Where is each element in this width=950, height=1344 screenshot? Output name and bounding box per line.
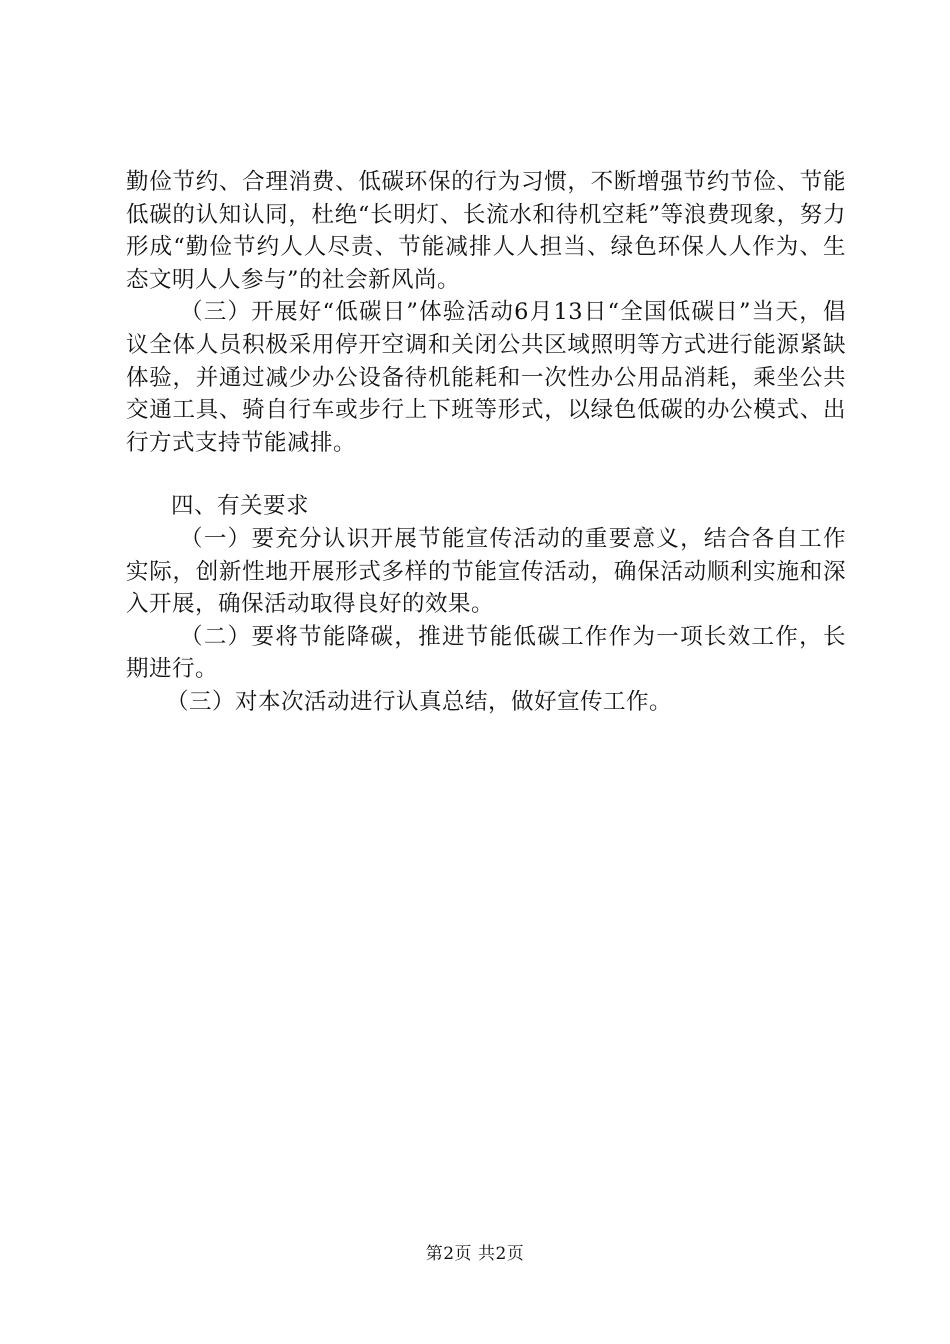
document-body [126, 166, 846, 719]
section-heading-requirements: 四、有关要求 [171, 493, 310, 520]
paragraph-requirement-2: （二）要将节能降碳，推进节能低碳工作作为一项长效工作，长期进行。 [126, 623, 846, 683]
paragraph-continuation: 勤俭节约、合理消费、低碳环保的行为习惯，不断增强节约节俭、节能低碳的认知认同，杜绝“长明灯、长流水和待机空耗”等浪费现象，努力形成“勤俭节约人人尽责、节能减排人人担当、绿色环保人人作为、生态文明人人参与”的社会新风尚。 [126, 169, 846, 293]
paragraph-gap [126, 459, 846, 490]
paragraph-requirement-3: （三）对本次活动进行认真总结，做好宣传工作。 [166, 688, 673, 715]
paragraph-low-carbon-day: （三）开展好“低碳日”体验活动6月13日“全国低碳日”当天，倡议全体人员积极采用停开空调和关闭公共区域照明等方式进行能源紧缺体验，并通过减少办公设备待机能耗和一次性办公用品消耗，乘坐公共交通工具、骑自行车或步行上下班等形式，以绿色低碳的办公模式、出行方式支持节能减排。 [126, 299, 846, 456]
page-number-footer: 第2页 共2页 [425, 1244, 525, 1264]
paragraph-requirement-1: （一）要充分认识开展节能宣传活动的重要意义，结合各自工作实际，创新性地开展形式多样的节能宣传活动，确保活动顺利实施和深入开展，确保活动取得良好的效果。 [126, 525, 846, 618]
